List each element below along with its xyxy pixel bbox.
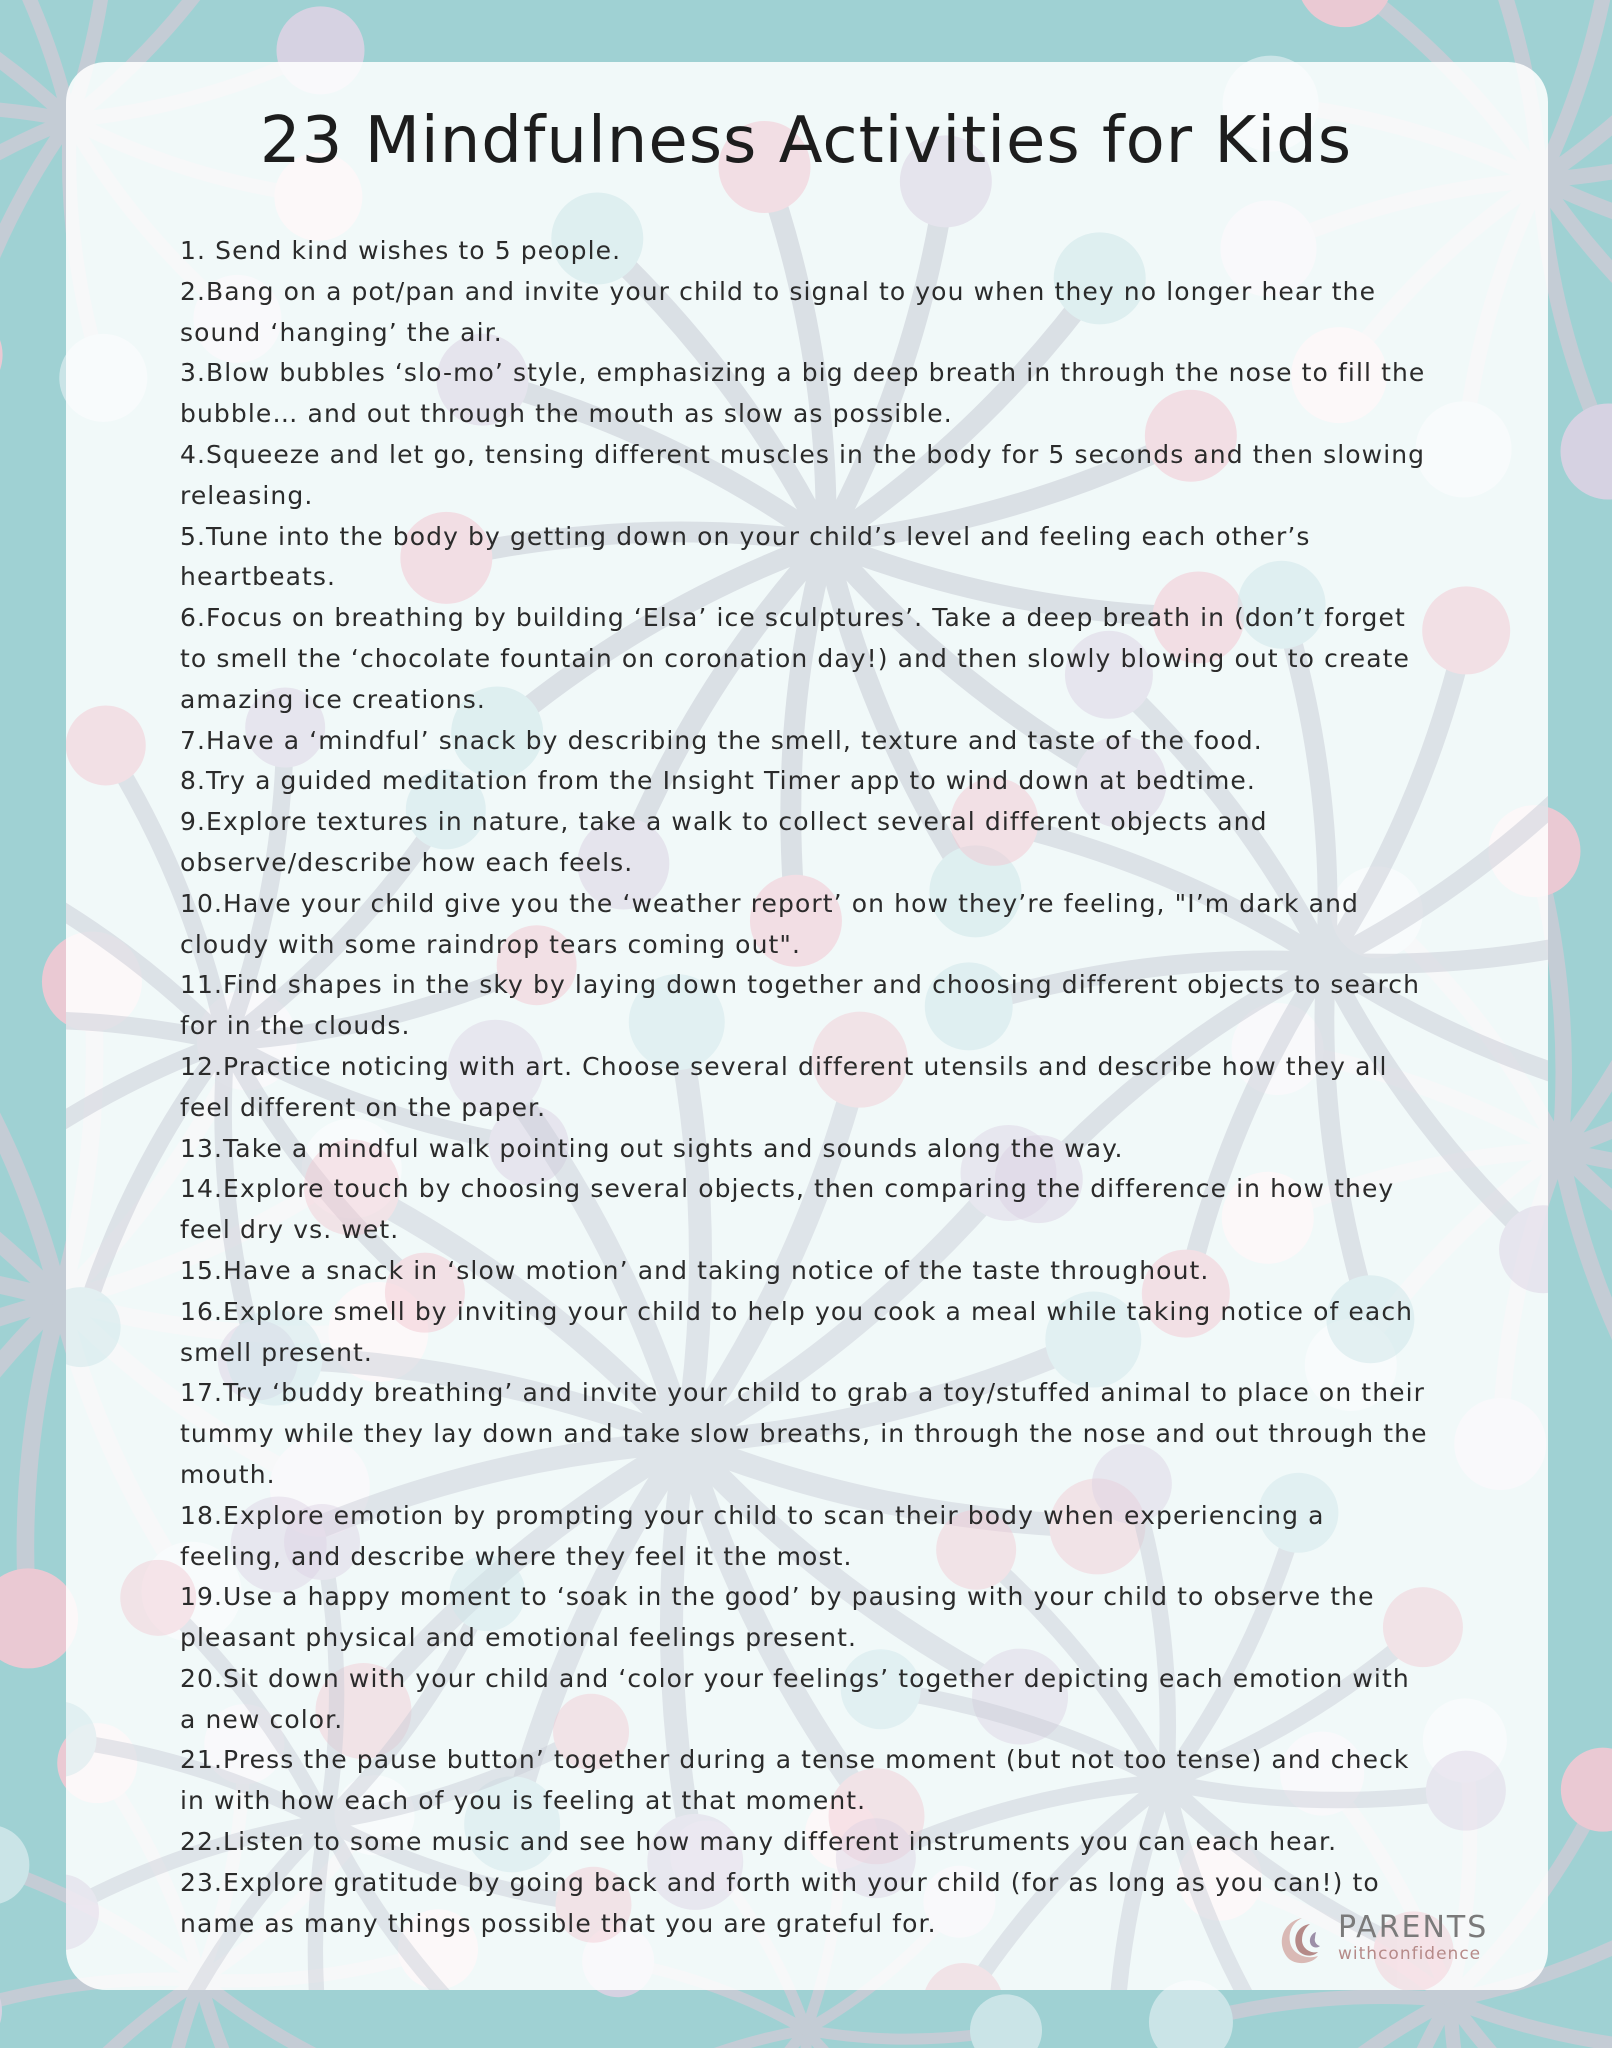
activity-item: 6.Focus on breathing by building ‘Elsa’ ice sculptures’. Take a deep breath in (don’t forget to smell the ‘chocolate fountain on coronation day!) and then slowly blowing out to create amazing ice creations. <box>180 603 1411 714</box>
activity-item: 23.Explore gratitude by going back and forth with your child (for as long as you can!) to name as many things possible that you are grateful for. <box>180 1867 1380 1938</box>
activity-item: 8.Try a guided meditation from the Insight Timer app to wind down at bedtime. <box>180 766 1256 796</box>
activity-item: 1. Send kind wishes to 5 people. <box>180 236 622 265</box>
activity-item: 11.Find shapes in the sky by laying down together and choosing different objects to search for in the clouds. <box>180 970 1421 1041</box>
activity-item: 13.Take a mindful walk pointing out sights and sounds along the way. <box>180 1133 1124 1163</box>
activity-item: 14.Explore touch by choosing several objects, then comparing the difference in how they feel dry vs. wet. <box>180 1174 1395 1245</box>
parents-with-confidence-logo <box>1272 1912 1492 1968</box>
page-title: 23 Mindfulness Activities for Kids <box>259 104 1353 178</box>
activity-item: 4.Squeeze and let go, tensing different muscles in the body for 5 seconds and then slowing releasing. <box>180 439 1426 510</box>
activity-item: 10.Have your child give you the ‘weather report’ on how they’re feeling, "I’m dark and cloudy with some raindrop tears coming out". <box>180 888 1359 959</box>
activity-item: 22.Listen to some music and see how many different instruments you can each hear. <box>180 1827 1338 1857</box>
crescent-swirl-icon <box>1272 1914 1326 1966</box>
logo-brand: PARENTS <box>1338 1910 1489 1945</box>
activity-item: 19.Use a happy moment to ‘soak in the good’ by pausing with your child to observe the pleasant physical and emotional feelings present. <box>180 1582 1375 1653</box>
activity-item: 15.Have a snack in ‘slow motion’ and taking notice of the taste throughout. <box>180 1255 1210 1285</box>
activity-item: 2.Bang on a pot/pan and invite your child to signal to you when they no longer hear the sound ‘hanging’ the air. <box>180 276 1377 347</box>
activity-item: 20.Sit down with your child and ‘color your feelings’ together depicting each emotion with a new color. <box>180 1663 1410 1734</box>
activity-item: 5.Tune into the body by getting down on your child’s level and feeling each other’s heartbeats. <box>180 521 1311 592</box>
activity-item: 17.Try ‘buddy breathing’ and invite your child to grab a toy/stuffed animal to place on their tummy while they lay down and take slow breaths, in through the nose and out through the mouth. <box>180 1378 1428 1489</box>
activity-item: 16.Explore smell by inviting your child to help you cook a meal while taking notice of each smell present. <box>180 1296 1414 1367</box>
activity-item: 7.Have a ‘mindful’ snack by describing the smell, texture and taste of the food. <box>180 725 1263 755</box>
activity-item: 21.Press the pause button’ together during a tense moment (but not too tense) and check in with how each of you is feeling at that moment. <box>180 1745 1410 1816</box>
activity-item: 18.Explore emotion by prompting your child to scan their body when experiencing a feeling, and describe where they feel it the most. <box>180 1500 1325 1571</box>
activity-item: 9.Explore textures in nature, take a walk to collect several different objects and observe/describe how each feels. <box>180 807 1268 877</box>
activity-item: 3.Blow bubbles ‘slo-mo’ style, emphasizing a big deep breath in through the nose to fill the bubble… and out through the mouth as slow as possible. <box>180 358 1426 429</box>
logo-tagline: withconfidence <box>1338 1944 1482 1964</box>
activity-list <box>180 231 1430 1944</box>
activity-item: 12.Practice noticing with art. Choose several different utensils and describe how they all feel different on the paper. <box>180 1051 1388 1122</box>
